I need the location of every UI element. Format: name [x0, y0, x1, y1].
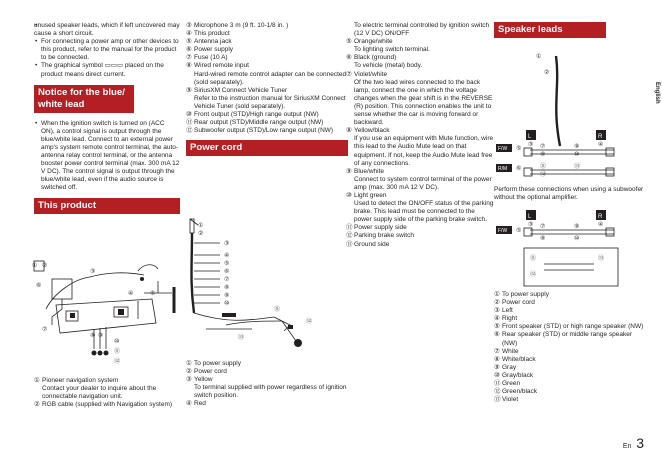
col3-item-3 — [346, 71, 494, 128]
speaker-num-4: ④ — [494, 315, 500, 323]
col2-item-7 — [186, 87, 348, 111]
col2-items — [186, 22, 348, 135]
col2-item-10 — [186, 127, 348, 135]
product-label-12: ⑫ — [114, 359, 121, 365]
product-label-9: ⑨ — [98, 333, 104, 339]
col2-text-3: Antenna jack — [194, 38, 232, 46]
sp-top-n9: ⑨ — [574, 144, 580, 150]
col2-num-2: ④ — [186, 30, 192, 38]
sp-top-n12: ⑫ — [540, 172, 547, 178]
power-label-4: ④ — [224, 253, 230, 259]
speaker-item-3 — [494, 307, 644, 315]
col2-num-3: ⑤ — [186, 38, 192, 46]
speaker-text-4: Right — [502, 315, 518, 323]
speaker-item-9 — [494, 364, 644, 372]
speaker-text-5: Front speaker (STD) or high range speaker (NW) — [502, 323, 644, 331]
col2-sub-7: Refer to the instruction manual for SiriusXM Connect Vehicle Tuner (sold separately). — [194, 94, 346, 110]
col3-sub-1: To lighting switch terminal. — [354, 46, 430, 54]
power-num-2: ② — [186, 368, 192, 376]
col3-num-3: ⑦ — [346, 70, 352, 78]
sp-top-right: R — [598, 134, 603, 140]
legend-item-1 — [34, 377, 180, 401]
col3-item-7 — [346, 224, 494, 232]
sp-top-n4: ④ — [598, 142, 604, 148]
power-item-4 — [186, 400, 348, 408]
col2-num-4: ⑥ — [186, 46, 192, 54]
sp-top-rm: R/M — [498, 166, 508, 172]
col2-text-5: Fuse (10 A) — [194, 54, 228, 62]
power-label-7: ⑦ — [224, 277, 230, 283]
intro-bullet-3: • The graphical symbol ▭▭▭ placed on the product means direct current. — [34, 62, 180, 78]
product-label-2: ② — [42, 263, 48, 269]
legend-text-2: RGB cable (supplied with Navigation system) — [42, 401, 173, 409]
sp-top-n7: ⑦ — [540, 144, 546, 150]
col3-text-5: Blue/white — [354, 167, 384, 175]
power-label-3: ③ — [224, 241, 230, 247]
speaker-num-9: ⑨ — [494, 363, 500, 371]
col2-num-7: ⑨ — [186, 86, 192, 94]
sp-top-n11: ⑪ — [540, 164, 547, 170]
speaker-item-8 — [494, 356, 644, 364]
sp-bot-n13: ⑬ — [598, 256, 605, 262]
col2-item-3 — [186, 38, 348, 46]
power-label-9: ⑨ — [224, 293, 230, 299]
speaker-num-7: ⑦ — [494, 347, 500, 355]
speaker-item-7 — [494, 348, 644, 356]
speaker-note — [494, 186, 644, 202]
language-tab — [652, 80, 662, 130]
speaker-note-text: Perform these connections when using a subwoofer without the optional amplifier. — [494, 186, 644, 202]
speaker-item-11 — [494, 380, 644, 388]
sp-top-fw: F/W — [498, 146, 508, 152]
sp-top-n1: ① — [536, 54, 542, 60]
col2-item-1 — [186, 22, 348, 30]
col3-item-1 — [346, 38, 494, 54]
legend-sub-1: Contact your dealer to inquire about the connectable navigation unit. — [42, 385, 157, 401]
speaker-num-12: ⑫ — [494, 388, 501, 396]
col2-item-6 — [186, 62, 348, 86]
sp-bot-fw: F/W — [498, 228, 508, 234]
speaker-item-4 — [494, 315, 644, 323]
column-2 — [186, 22, 348, 156]
col3-num-9: ⑬ — [346, 240, 353, 248]
speaker-item-1 — [494, 291, 644, 299]
speaker-item-2 — [494, 299, 644, 307]
power-text-4: Red — [194, 400, 206, 408]
speaker-text-13: Violet — [502, 396, 519, 404]
legend-text-1: Pioneer navigation system — [42, 377, 119, 384]
col2-item-4 — [186, 46, 348, 54]
speaker-diagram-top — [494, 46, 644, 186]
col2-num-5: ⑦ — [186, 54, 192, 62]
power-item-3 — [186, 376, 348, 400]
column-2-legend — [186, 360, 348, 409]
col3-text-3: Violet/white — [354, 70, 388, 78]
speaker-num-13: ⑬ — [494, 396, 501, 404]
col2-text-1: Microphone 3 m (9 ft. 10-1/8 in. ) — [194, 22, 289, 29]
power-label-5: ⑤ — [224, 261, 230, 267]
col3-item-8 — [346, 232, 494, 240]
col3-text-7: Power supply side — [354, 224, 407, 232]
col2-num-9: ⑪ — [186, 119, 193, 127]
col3-top-text: To electric terminal controlled by ignition switch (12 V DC) ON/OFF — [354, 22, 490, 38]
col3-sub-3: Of the two lead wires connected to the back lamp, connect the one in which the voltage changes when the gear shift is in the REVERSE (R) position. This connection enables the unit to sense whether the car is moving forward or backward. — [354, 78, 493, 127]
product-diagram — [34, 253, 184, 365]
col3-item-9 — [346, 241, 494, 249]
col3-text-4: Yellow/black — [354, 127, 390, 135]
power-text-3: Yellow — [194, 376, 213, 384]
sp-bot-n4: ④ — [598, 222, 604, 228]
col2-num-10: ⑫ — [186, 127, 193, 135]
product-label-10: ⑩ — [114, 339, 120, 345]
product-label-1: ① — [32, 263, 38, 269]
power-label-13: ⑬ — [238, 335, 245, 341]
sp-top-n5: ⑤ — [516, 146, 522, 152]
col2-text-7: SiriusXM Connect Vehicle Tuner — [194, 86, 288, 94]
speaker-text-8: White/black — [502, 355, 536, 363]
speaker-item-12 — [494, 388, 644, 396]
speaker-leads-heading: Speaker leads — [494, 22, 606, 38]
page-num: 3 — [636, 435, 644, 451]
col3-text-8: Parking brake switch — [354, 232, 414, 240]
product-label-11: ⑪ — [114, 349, 121, 355]
speaker-text-11: Green — [502, 380, 521, 388]
col2-text-9: Rear output (STD)/Middle range output (NW) — [194, 119, 324, 127]
speaker-text-9: Gray — [502, 363, 517, 371]
speaker-diagram-bottom — [494, 204, 644, 288]
power-item-2 — [186, 368, 348, 376]
speaker-item-10 — [494, 372, 644, 380]
speaker-num-11: ⑪ — [494, 380, 501, 388]
power-label-8: ⑧ — [224, 285, 230, 291]
speaker-item-13 — [494, 396, 644, 404]
power-label-1: ① — [198, 223, 204, 229]
power-num-4: ④ — [186, 400, 192, 408]
speaker-num-5: ⑤ — [494, 323, 500, 331]
speaker-text-6: Rear speaker (STD) or middle range speaker (NW) — [502, 331, 633, 347]
notice-heading: Notice for the blue/ white lead — [34, 85, 134, 113]
power-cord-diagram — [186, 213, 346, 353]
col3-num-5: ⑨ — [346, 167, 352, 175]
speaker-text-10: Gray/black — [502, 371, 534, 379]
speaker-num-2: ② — [494, 299, 500, 307]
sp-top-n6: ⑥ — [516, 166, 522, 172]
speaker-text-7: White — [502, 347, 519, 355]
col3-text-6: Light green — [354, 191, 387, 199]
power-item-1 — [186, 360, 348, 368]
col3-items — [346, 38, 494, 248]
col3-item-6 — [346, 192, 494, 224]
intro-bullets — [34, 22, 180, 79]
product-label-4: ④ — [128, 291, 134, 297]
intro-bullet-2: • For connecting a power amp or other devices to this product, refer to the manual for the product to be connected. — [34, 38, 180, 62]
legend-num-1: ① — [34, 377, 40, 384]
power-num-3: ③ — [186, 376, 192, 384]
col2-num-8: ⑩ — [186, 111, 192, 119]
page-number — [623, 435, 644, 451]
sp-top-n13: ⑬ — [574, 164, 581, 170]
col3-num-1: ⑤ — [346, 38, 352, 46]
notice-bullet: • When the ignition switch is turned on (ACC ON), a control signal is output through the blue/white lead. Connect to an external power amp's system remote control terminal, the auto-antenna relay control terminal, or the antenna booster power control terminal (max. 300 mA 12 V DC). The control signal is output through the blue/white lead, even if the audio source is switched off. — [34, 120, 180, 193]
speaker-item-6 — [494, 331, 644, 347]
sp-top-n10: ⑩ — [574, 152, 580, 158]
col2-text-10: Subwoofer output (STD)/Low range output (NW) — [194, 127, 334, 135]
col2-num-6: ⑧ — [186, 62, 192, 70]
power-label-12: ⑫ — [306, 319, 313, 325]
column-1-legend — [34, 377, 180, 409]
language-tab-text: English — [654, 82, 660, 104]
col3-item-4 — [346, 127, 494, 167]
col3-sub-6: Used to detect the ON/OFF status of the parking brake. This lead must be connected to the power supply side of the parking brake switch. — [354, 200, 494, 224]
product-label-8: ⑧ — [90, 333, 96, 339]
legend-item-2 — [34, 401, 180, 409]
sp-top-n2: ② — [544, 70, 550, 76]
sp-bot-n9: ⑨ — [574, 224, 580, 230]
power-text-2: Power cord — [194, 368, 227, 376]
col3-sub-2: To vehicle (metal) body. — [354, 62, 423, 70]
page-lang: En — [622, 443, 632, 450]
intro-bullet-1: • unused speaker leads, which if left uncovered may cause a short circuit. — [34, 22, 180, 38]
power-sub-3: To terminal supplied with power regardless of ignition switch position. — [194, 384, 347, 400]
col3-item-2 — [346, 54, 494, 70]
sp-bot-n11: ⑪ — [530, 256, 537, 262]
sp-bot-n8: ⑧ — [540, 236, 546, 242]
col3-num-2: ⑥ — [346, 54, 352, 62]
sp-bot-n7: ⑦ — [540, 224, 546, 230]
col2-text-4: Power supply — [194, 46, 234, 54]
speaker-text-3: Left — [502, 307, 513, 315]
power-label-10: ⑩ — [224, 301, 230, 307]
product-label-3: ③ — [90, 269, 96, 275]
col2-text-6: Wired remote input — [194, 62, 249, 70]
col3-text-1: Orange/white — [354, 38, 393, 46]
speaker-num-1: ① — [494, 291, 500, 298]
speaker-text-1: To power supply — [502, 291, 549, 298]
legend-num-2: ② — [34, 401, 40, 409]
col2-text-2: This product — [194, 30, 230, 38]
col3-sub-4: If you use an equipment with Mute function, wire this lead to the Audio Mute lead on that equipment. If not, keep the Audio Mute lead free of any connections. — [354, 135, 494, 167]
speaker-num-3: ③ — [494, 307, 500, 315]
this-product-heading: This product — [34, 198, 180, 214]
sp-bot-n3: ③ — [528, 222, 534, 228]
col2-num-1: ③ — [186, 22, 192, 29]
power-cord-heading: Power cord — [186, 140, 348, 156]
sp-bot-n5: ⑤ — [516, 228, 522, 234]
column-4 — [494, 22, 644, 38]
product-label-7: ⑦ — [42, 327, 48, 333]
column-3 — [346, 22, 494, 249]
power-label-2: ② — [198, 231, 204, 237]
col3-text-9: Ground side — [354, 240, 390, 248]
speaker-num-6: ⑥ — [494, 331, 500, 339]
col3-item-5 — [346, 168, 494, 192]
col2-item-8 — [186, 111, 348, 119]
col2-sub-6: Hard-wired remote control adapter can be connected (sold separately). — [194, 70, 347, 86]
product-label-5: ⑤ — [150, 291, 156, 297]
speaker-text-12: Green/black — [502, 388, 538, 396]
sp-top-n3: ③ — [528, 142, 534, 148]
col2-item-5 — [186, 54, 348, 62]
speaker-num-8: ⑧ — [494, 355, 500, 363]
sp-bot-right: R — [598, 214, 603, 220]
col3-num-7: ⑪ — [346, 224, 353, 232]
product-label-6: ⑥ — [36, 283, 42, 289]
col3-sub-5: Connect to system control terminal of the power amp (max. 300 mA 12 V DC). — [354, 175, 492, 191]
col2-text-8: Front output (STD)/High range output (NW) — [194, 111, 319, 119]
power-label-6: ⑥ — [224, 269, 230, 275]
col3-num-8: ⑫ — [346, 232, 353, 240]
sp-top-left: L — [528, 134, 532, 140]
notice-bullets — [34, 120, 180, 193]
col3-text-2: Black (ground) — [354, 54, 397, 62]
power-text-1: To power supply — [194, 360, 241, 367]
column-4-legend — [494, 291, 644, 404]
sp-bot-n10: ⑩ — [574, 236, 580, 242]
sp-bot-left: L — [528, 214, 532, 220]
col2-item-9 — [186, 119, 348, 127]
power-num-1: ① — [186, 360, 192, 367]
col3-num-4: ⑧ — [346, 127, 352, 135]
speaker-num-10: ⑩ — [494, 371, 500, 379]
col2-item-2 — [186, 30, 348, 38]
sp-top-n8: ⑧ — [540, 152, 546, 158]
sp-bot-n12: ⑫ — [530, 272, 537, 278]
col3-num-6: ⑩ — [346, 191, 352, 199]
speaker-text-2: Power cord — [502, 299, 535, 307]
column-1 — [34, 22, 180, 214]
speaker-item-5 — [494, 323, 644, 331]
power-label-11: ⑪ — [274, 307, 281, 313]
